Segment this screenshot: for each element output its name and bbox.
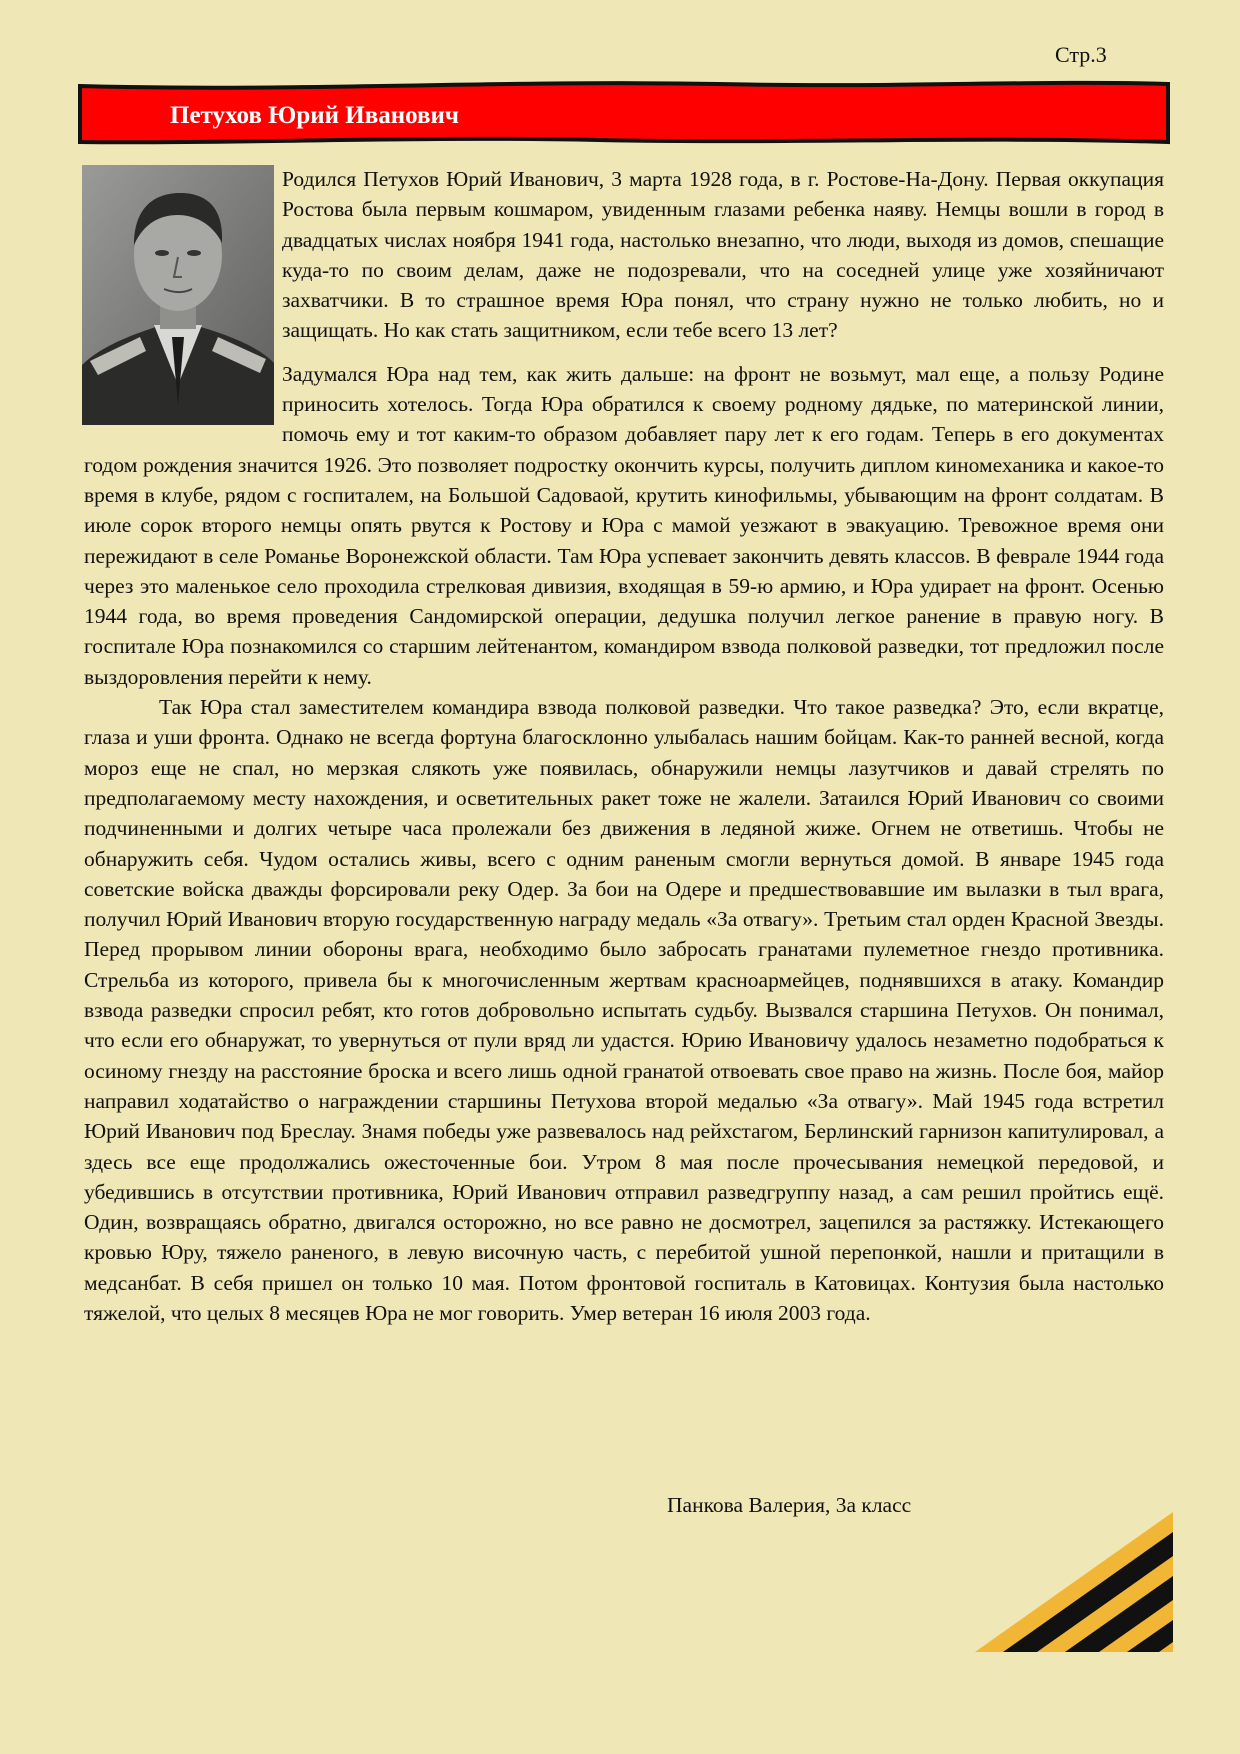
article-paragraph-2: Задумался Юра над тем, как жить дальше: на фронт не возьмут, мал еще, а пользу Родине приносить хотелось. Тогда Юра обратился к своему родному дядьке, по материнской линии, помочь ему и тот каким-то образом добавляет пару лет к его годам. Теперь в его документах годом рождения значится 1926. Это позволяет подростку окончить курсы, получить диплом киномеханика и какое-то время в клубе, рядом с госпиталем, на Большой Садоваой, крутить кинофильмы, убывающим на фронт солдатам. В июле сорок второго немцы опять рвутся к Ростову и Юра с мамой уезжают в эвакуацию. Тревожное время они пережидают в селе Романье Воронежской области. Там Юра успевает закончить девять классов. В феврале 1944 года через это маленькое село проходила стрелковая дивизия, входящая в 59-ю армию, и Юра удирает на фронт. Осенью 1944 года, во время проведения Сандомирской операции, дедушка получил легкое ранение в правую ногу. В госпитале Юра познакомился со старшим лейтенантом, командиром взвода полковой разведки, тот предложил после выздоровления перейти к нему. [84,361,1164,689]
page-title: Петухов Юрий Иванович [170,102,460,129]
article-paragraph-1: Родился Петухов Юрий Иванович, 3 марта 1928 года, в г. Ростове-На-Дону. Первая оккупация Ростова была первым кошмаром, увиденным глазами ребенка наяву. Немцы вошли в город в двадцатых числах ноября 1941 года, настолько внезапно, что люди, выходя из домов, спешащие куда-то по своим делам, даже не подозревали, что на соседней улице уже хозяйничают захватчики. В то страшное время Юра понял, что страну нужно не только любить, но и защищать. Но как стать защитником, если тебе всего 13 лет? [282,167,1164,343]
portrait-spacer [84,164,282,432]
author-signature: Панкова Валерия, 3а класс [667,1493,912,1517]
title-banner [78,78,1170,148]
st-george-ribbon-icon [975,1512,1173,1652]
article-body [84,164,1164,1328]
article-paragraph-3: Так Юра стал заместителем командира взвода полковой разведки. Что такое разведка? Это, если вкратце, глаза и уши фронта. Однако не всегда фортуна благосклонно улыбалась нашим бойцам. Как-то ранней весной, когда мороз еще не спал, но мерзкая слякоть уже появилась, обнаружили немцы лазутчиков и давай стрелять по предполагаемому месту нахождения, и осветительных ракет тоже не жалели. Затаился Юрий Иванович со своими подчиненными и долгих четыре часа пролежали без движения в ледяной жиже. Огнем не ответишь. Чтобы не обнаружить себя. Чудом остались живы, всего с одним раненым смогли вернуться домой. В январе 1945 года советские войска дважды форсировали реку Одер. За бои на Одере и предшествовавшие им вылазки в тыл врага, получил Юрий Иванович вторую государственную награду медаль «За отвагу». Третьим стал орден Красной Звезды. Перед прорывом линии обороны врага, необходимо было забросать гранатами пулеметное гнездо противника. Стрельба из которого, привела бы к многочисленным жертвам красноармейцев, поднявшихся в атаку. Командир взвода разведки спросил ребят, кто готов добровольно испытать судьбу. Вызвался старшина Петухов. Он понимал, что если его обнаружат, то увернуться от пули вряд ли удастся. Юрию Ивановичу удалось незаметно подобраться к осиному гнезду на расстояние броска и всего лишь одной гранатой отвоевать свое право на жизнь. После боя, майор направил ходатайство о награждении старшины Петухова второй медалью «За отвагу». Май 1945 года встретил Юрий Иванович под Бреслау. Знамя победы уже развевалось над рейхстагом, Берлинский гарнизон капитулировал, а здесь все еще продолжались ожесточенные бои. Утром 8 мая после прочесывания немецкой передовой, и убедившись в отсутствии противника, Юрий Иванович отправил разведгруппу назад, а сам решил пройтись ещё. Один, возвращаясь обратно, двигался осторожно, но все равно не досмотрел, зацепился за растяжку. Истекающего кровью Юру, тяжело раненого, в левую височную часть, с перебитой ушной перепонкой, нашли и притащили в медсанбат. В себя пришел он только 10 мая. Потом фронтовой госпиталь в Катовицах. Контузия была настолько тяжелой, что целых 8 месяцев Юра не мог говорить. Умер ветеран 16 июля 2003 года. [84,695,1164,1325]
page-number: Стр.3 [1055,42,1107,67]
